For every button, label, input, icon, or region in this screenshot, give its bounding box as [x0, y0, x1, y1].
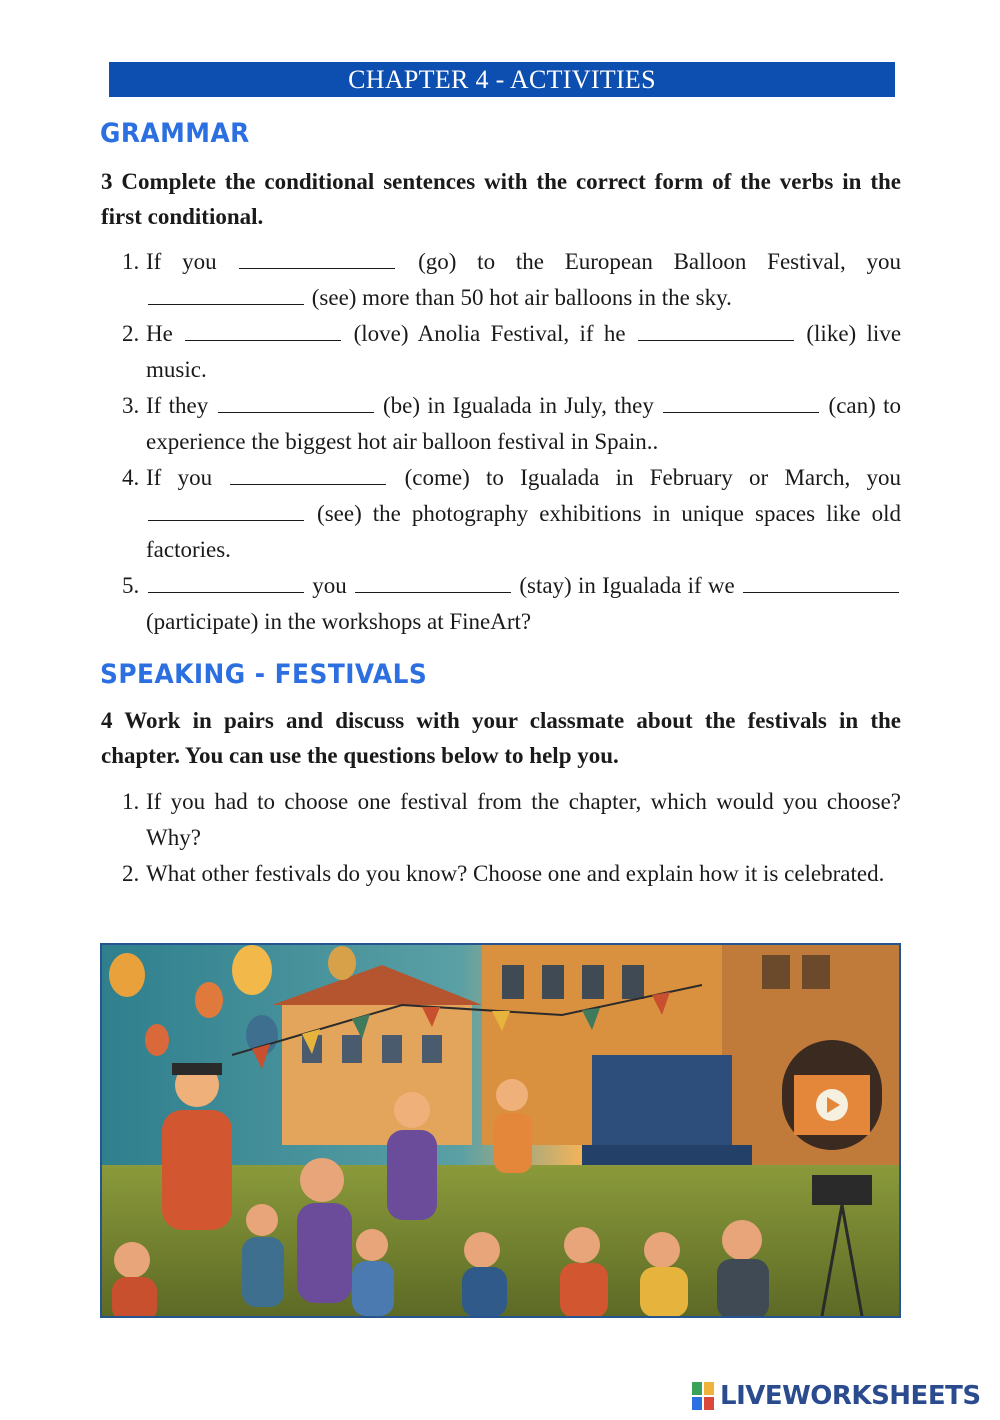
- answer-blank[interactable]: [148, 500, 304, 521]
- festival-scene-image: [102, 945, 899, 1316]
- speaking-title: SPEAKING - FESTIVALS: [100, 659, 428, 690]
- answer-blank[interactable]: [239, 248, 395, 269]
- list-item: [100, 784, 901, 856]
- answer-blank[interactable]: [148, 284, 304, 305]
- answer-blank[interactable]: [148, 572, 304, 593]
- item-text: If you had to choose one festival from the chapter, which would you choose? Why?: [146, 789, 901, 850]
- item-number: 1.: [122, 249, 140, 274]
- item-text: If you: [146, 249, 217, 274]
- item-text: (be) in Igualada in July, they: [382, 393, 654, 418]
- list-item: [100, 316, 901, 388]
- item-number: 4.: [122, 465, 140, 490]
- item-text: (love) Anolia Festival, if he: [353, 321, 626, 346]
- list-item: [100, 460, 901, 568]
- item-number: 5.: [122, 573, 140, 598]
- grammar-instruction: 3 Complete the conditional sentences with the correct form of the verbs in the first conditional.: [101, 169, 901, 229]
- item-number: 1.: [122, 789, 140, 814]
- list-item: [100, 244, 901, 316]
- answer-blank[interactable]: [743, 572, 899, 593]
- item-text: (come) to Igualada in February or March, you: [404, 465, 902, 490]
- speaking-instruction: 4 Work in pairs and discuss with your classmate about the festivals in the chapter. You can use the questions below to help you.: [101, 708, 901, 768]
- answer-blank[interactable]: [638, 320, 794, 341]
- item-number: 2.: [122, 321, 140, 346]
- item-text: What other festivals do you know? Choose one and explain how it is celebrated.: [146, 861, 885, 886]
- item-text: (can) to experience the biggest hot air balloon festival in Spain..: [146, 393, 901, 454]
- item-number: 3.: [122, 393, 140, 418]
- answer-blank[interactable]: [663, 392, 819, 413]
- answer-blank[interactable]: [218, 392, 374, 413]
- item-number: 2.: [122, 861, 140, 886]
- item-text: (participate) in the workshops at FineArt?: [146, 609, 532, 634]
- speaking-list: [100, 784, 901, 892]
- list-item: [100, 568, 901, 640]
- item-text: you: [312, 573, 347, 598]
- item-text: (like) live music.: [146, 321, 902, 382]
- answer-blank[interactable]: [185, 320, 341, 341]
- item-text: (see) more than 50 hot air balloons in the sky.: [311, 285, 732, 310]
- grammar-title: GRAMMAR: [100, 118, 250, 149]
- list-item: [100, 856, 901, 892]
- liveworksheets-logo-icon: [692, 1382, 714, 1410]
- grammar-list: [100, 244, 901, 640]
- item-text: (stay) in Igualada if we: [519, 573, 735, 598]
- liveworksheets-brand: LIVEWORKSHEETS: [720, 1381, 981, 1411]
- answer-blank[interactable]: [230, 464, 386, 485]
- item-text: He: [146, 321, 173, 346]
- answer-blank[interactable]: [355, 572, 511, 593]
- item-text: If they: [146, 393, 209, 418]
- item-text: If you: [146, 465, 213, 490]
- item-text: (see) the photography exhibitions in unique spaces like old factories.: [146, 501, 901, 562]
- chapter-banner: CHAPTER 4 - ACTIVITIES: [109, 62, 895, 97]
- list-item: [100, 388, 901, 460]
- liveworksheets-logo: [692, 1380, 981, 1412]
- item-text: (go) to the European Balloon Festival, you: [418, 249, 902, 274]
- festival-illustration: [100, 943, 901, 1318]
